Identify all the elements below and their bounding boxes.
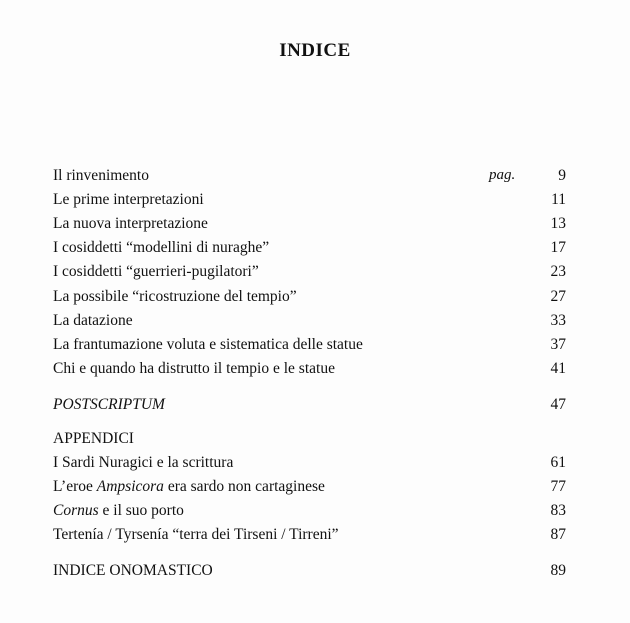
toc-entry-ampsicora xyxy=(53,478,325,496)
page-number: 9 xyxy=(558,167,566,184)
page-number: 27 xyxy=(550,288,566,305)
entry-text: e il suo porto xyxy=(98,502,184,519)
page-number: 89 xyxy=(550,562,566,579)
entry-text: L’eroe xyxy=(53,478,97,495)
toc-entry-sardi-nuragici: I Sardi Nuragici e la scrittura xyxy=(53,454,234,471)
page-number: 41 xyxy=(550,360,566,377)
entry-italic-name: Cornus xyxy=(53,502,99,519)
entry-text: era sardo non cartaginese xyxy=(163,478,325,495)
toc-entry-chi-e-quando: Chi e quando ha distrutto il tempio e le statue xyxy=(53,360,335,377)
toc-entry-datazione: La datazione xyxy=(53,312,133,329)
toc-entry-postscriptum: POSTSCRIPTUM xyxy=(53,396,165,413)
toc-entry-tertenia: Tertenía / Tyrsenía “terra dei Tirseni / Tirreni” xyxy=(53,526,339,543)
page-number: 83 xyxy=(550,502,566,519)
pag-label: pag. xyxy=(489,167,516,183)
toc-entry-ricostruzione: La possibile “ricostruzione del tempio” xyxy=(53,288,297,305)
toc-entry-prime-interpretazioni: Le prime interpretazioni xyxy=(53,191,204,208)
page-number: 17 xyxy=(550,239,566,256)
page-number: 87 xyxy=(550,526,566,543)
entry-italic-name: Ampsicora xyxy=(96,478,164,495)
toc-entry-modellini: I cosiddetti “modellini di nuraghe” xyxy=(53,239,270,256)
page-number: 47 xyxy=(550,396,566,413)
page-number: 33 xyxy=(550,312,566,329)
page-number: 61 xyxy=(550,454,566,471)
page-number: 37 xyxy=(550,336,566,353)
toc-entry-guerrieri: I cosiddetti “guerrieri-pugilatori” xyxy=(53,263,259,280)
appendici-heading: APPENDICI xyxy=(53,430,134,447)
page-title: INDICE xyxy=(279,40,351,61)
page-number: 11 xyxy=(551,191,566,208)
page-number: 13 xyxy=(550,215,566,232)
toc-entry-nuova-interpretazione: La nuova interpretazione xyxy=(53,215,208,232)
page-number: 77 xyxy=(550,478,566,495)
toc-entry-frantumazione: La frantumazione voluta e sistematica delle statue xyxy=(53,336,363,353)
toc-entry-cornus xyxy=(53,502,184,520)
toc-entry-indice-onomastico: INDICE ONOMASTICO xyxy=(53,562,213,579)
toc-entry-rinvenimento: Il rinvenimento xyxy=(53,167,149,184)
page-number: 23 xyxy=(550,263,566,280)
